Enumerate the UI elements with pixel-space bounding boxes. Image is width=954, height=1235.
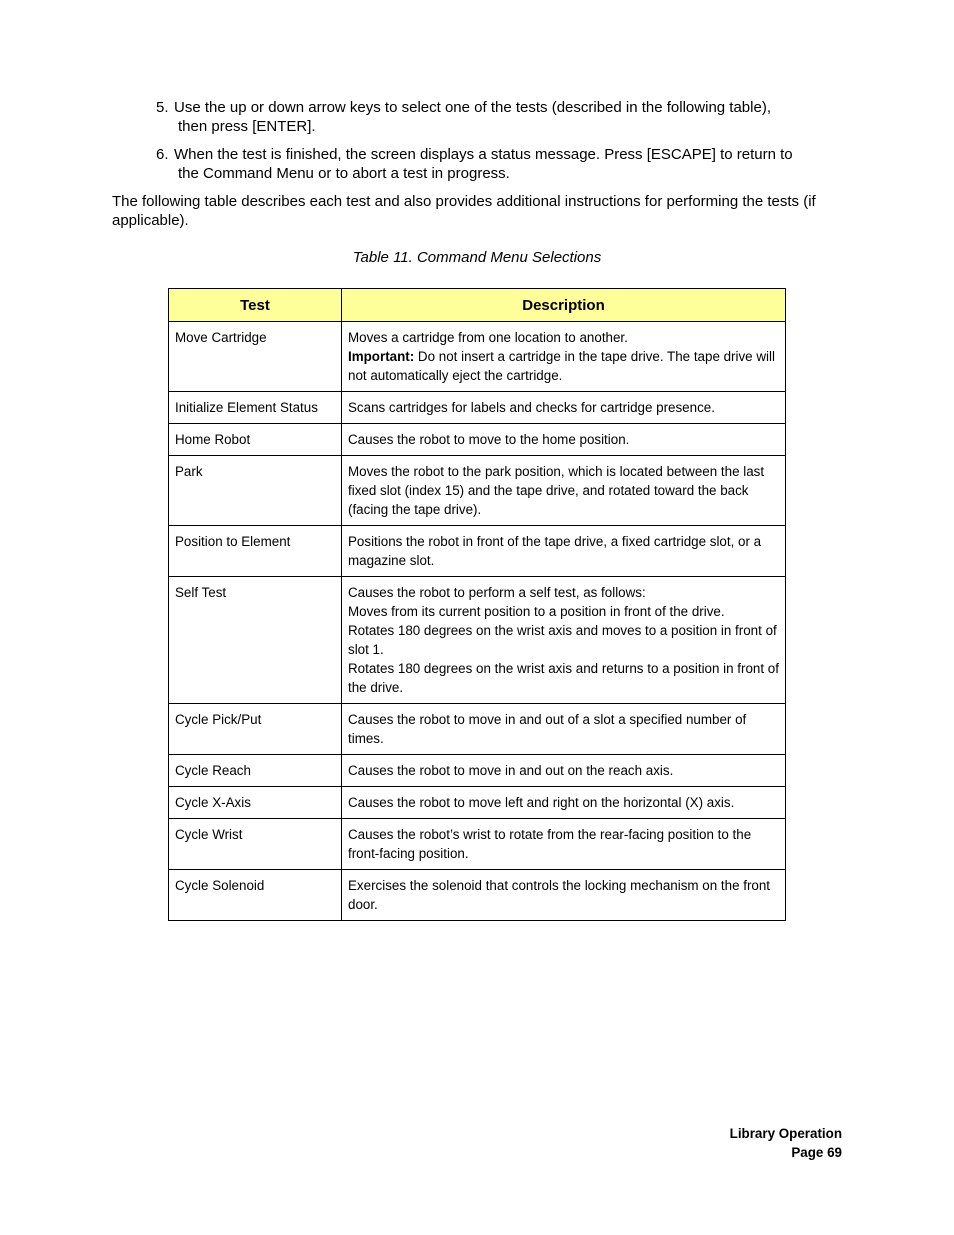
test-description	[342, 456, 786, 526]
table-row	[169, 870, 786, 921]
step-text	[174, 145, 846, 183]
footer-section-title: Library Operation	[729, 1126, 842, 1141]
step-line: Use the up or down arrow keys to select one of the tests (described in the following table),	[174, 99, 771, 116]
column-header-description: Description	[342, 289, 786, 322]
description-line: Rotates 180 degrees on the wrist axis and moves to a position in front of slot 1.	[348, 623, 777, 657]
test-description	[342, 392, 786, 424]
test-description	[342, 704, 786, 755]
table-row	[169, 392, 786, 424]
step-number: 6.	[156, 146, 169, 163]
test-name: Cycle Solenoid	[169, 870, 342, 921]
test-name: Self Test	[169, 577, 342, 704]
table-row	[169, 456, 786, 526]
description-line: Moves the robot to the park position, which is located between the last fixed slot (index 15) and the tape drive, and rotated toward the back (facing the tape drive).	[348, 464, 765, 517]
table-row	[169, 787, 786, 819]
column-header-test: Test	[169, 289, 342, 322]
test-name: Initialize Element Status	[169, 392, 342, 424]
test-name: Cycle Wrist	[169, 819, 342, 870]
description-line: Causes the robot to move left and right on the horizontal (X) axis.	[348, 795, 735, 810]
description-line: Moves a cartridge from one location to another.	[348, 330, 628, 345]
page-footer	[730, 1124, 842, 1162]
footer-page-number: Page 69	[791, 1145, 842, 1160]
test-description	[342, 755, 786, 787]
table-row	[169, 704, 786, 755]
table-header-row	[169, 289, 786, 322]
step-line: When the test is finished, the screen displays a status message. Press [ESCAPE] to return to	[174, 146, 793, 163]
test-description	[342, 424, 786, 456]
numbered-steps	[156, 98, 846, 192]
test-description	[342, 577, 786, 704]
description-line: Scans cartridges for labels and checks for cartridge presence.	[348, 400, 715, 415]
test-description	[342, 787, 786, 819]
test-description	[342, 819, 786, 870]
test-name: Park	[169, 456, 342, 526]
description-line: Exercises the solenoid that controls the locking mechanism on the front door.	[348, 878, 771, 912]
step-item	[156, 145, 846, 183]
description-line: Causes the robot’s wrist to rotate from the rear-facing position to the front-facing position.	[348, 827, 752, 861]
important-label: Important:	[348, 349, 415, 364]
test-name: Cycle Reach	[169, 755, 342, 787]
description-line: Moves from its current position to a position in front of the drive.	[348, 604, 725, 619]
test-description	[342, 526, 786, 577]
description-line: Causes the robot to move in and out of a slot a specified number of times.	[348, 712, 747, 746]
description-line: Positions the robot in front of the tape drive, a fixed cartridge slot, or a magazine slot.	[348, 534, 762, 568]
test-description	[342, 322, 786, 392]
table-row	[169, 526, 786, 577]
important-text: Do not insert a cartridge in the tape drive. The tape drive will not automatically eject the cartridge.	[348, 349, 775, 383]
test-name: Cycle X-Axis	[169, 787, 342, 819]
table-row	[169, 322, 786, 392]
step-line: then press [ENTER].	[178, 118, 316, 135]
test-name: Cycle Pick/Put	[169, 704, 342, 755]
step-line: the Command Menu or to abort a test in progress.	[178, 165, 510, 182]
table-row	[169, 424, 786, 456]
table-row	[169, 577, 786, 704]
test-name: Move Cartridge	[169, 322, 342, 392]
table-row	[169, 755, 786, 787]
test-name: Home Robot	[169, 424, 342, 456]
test-description	[342, 870, 786, 921]
step-item	[156, 98, 846, 136]
description-line: Causes the robot to move to the home position.	[348, 432, 630, 447]
description-line: Causes the robot to move in and out on the reach axis.	[348, 763, 674, 778]
intro-paragraph: The following table describes each test and also provides additional instructions for performing the tests (if applicable).	[112, 193, 816, 229]
description-line: Rotates 180 degrees on the wrist axis and returns to a position in front of the drive.	[348, 661, 779, 695]
command-menu-table	[168, 288, 786, 921]
step-text	[174, 98, 846, 136]
step-number: 5.	[156, 99, 169, 116]
important-note	[348, 347, 779, 385]
test-name: Position to Element	[169, 526, 342, 577]
table-row	[169, 819, 786, 870]
description-line: Causes the robot to perform a self test, as follows:	[348, 585, 646, 600]
table-caption: Table 11. Command Menu Selections	[352, 249, 602, 266]
